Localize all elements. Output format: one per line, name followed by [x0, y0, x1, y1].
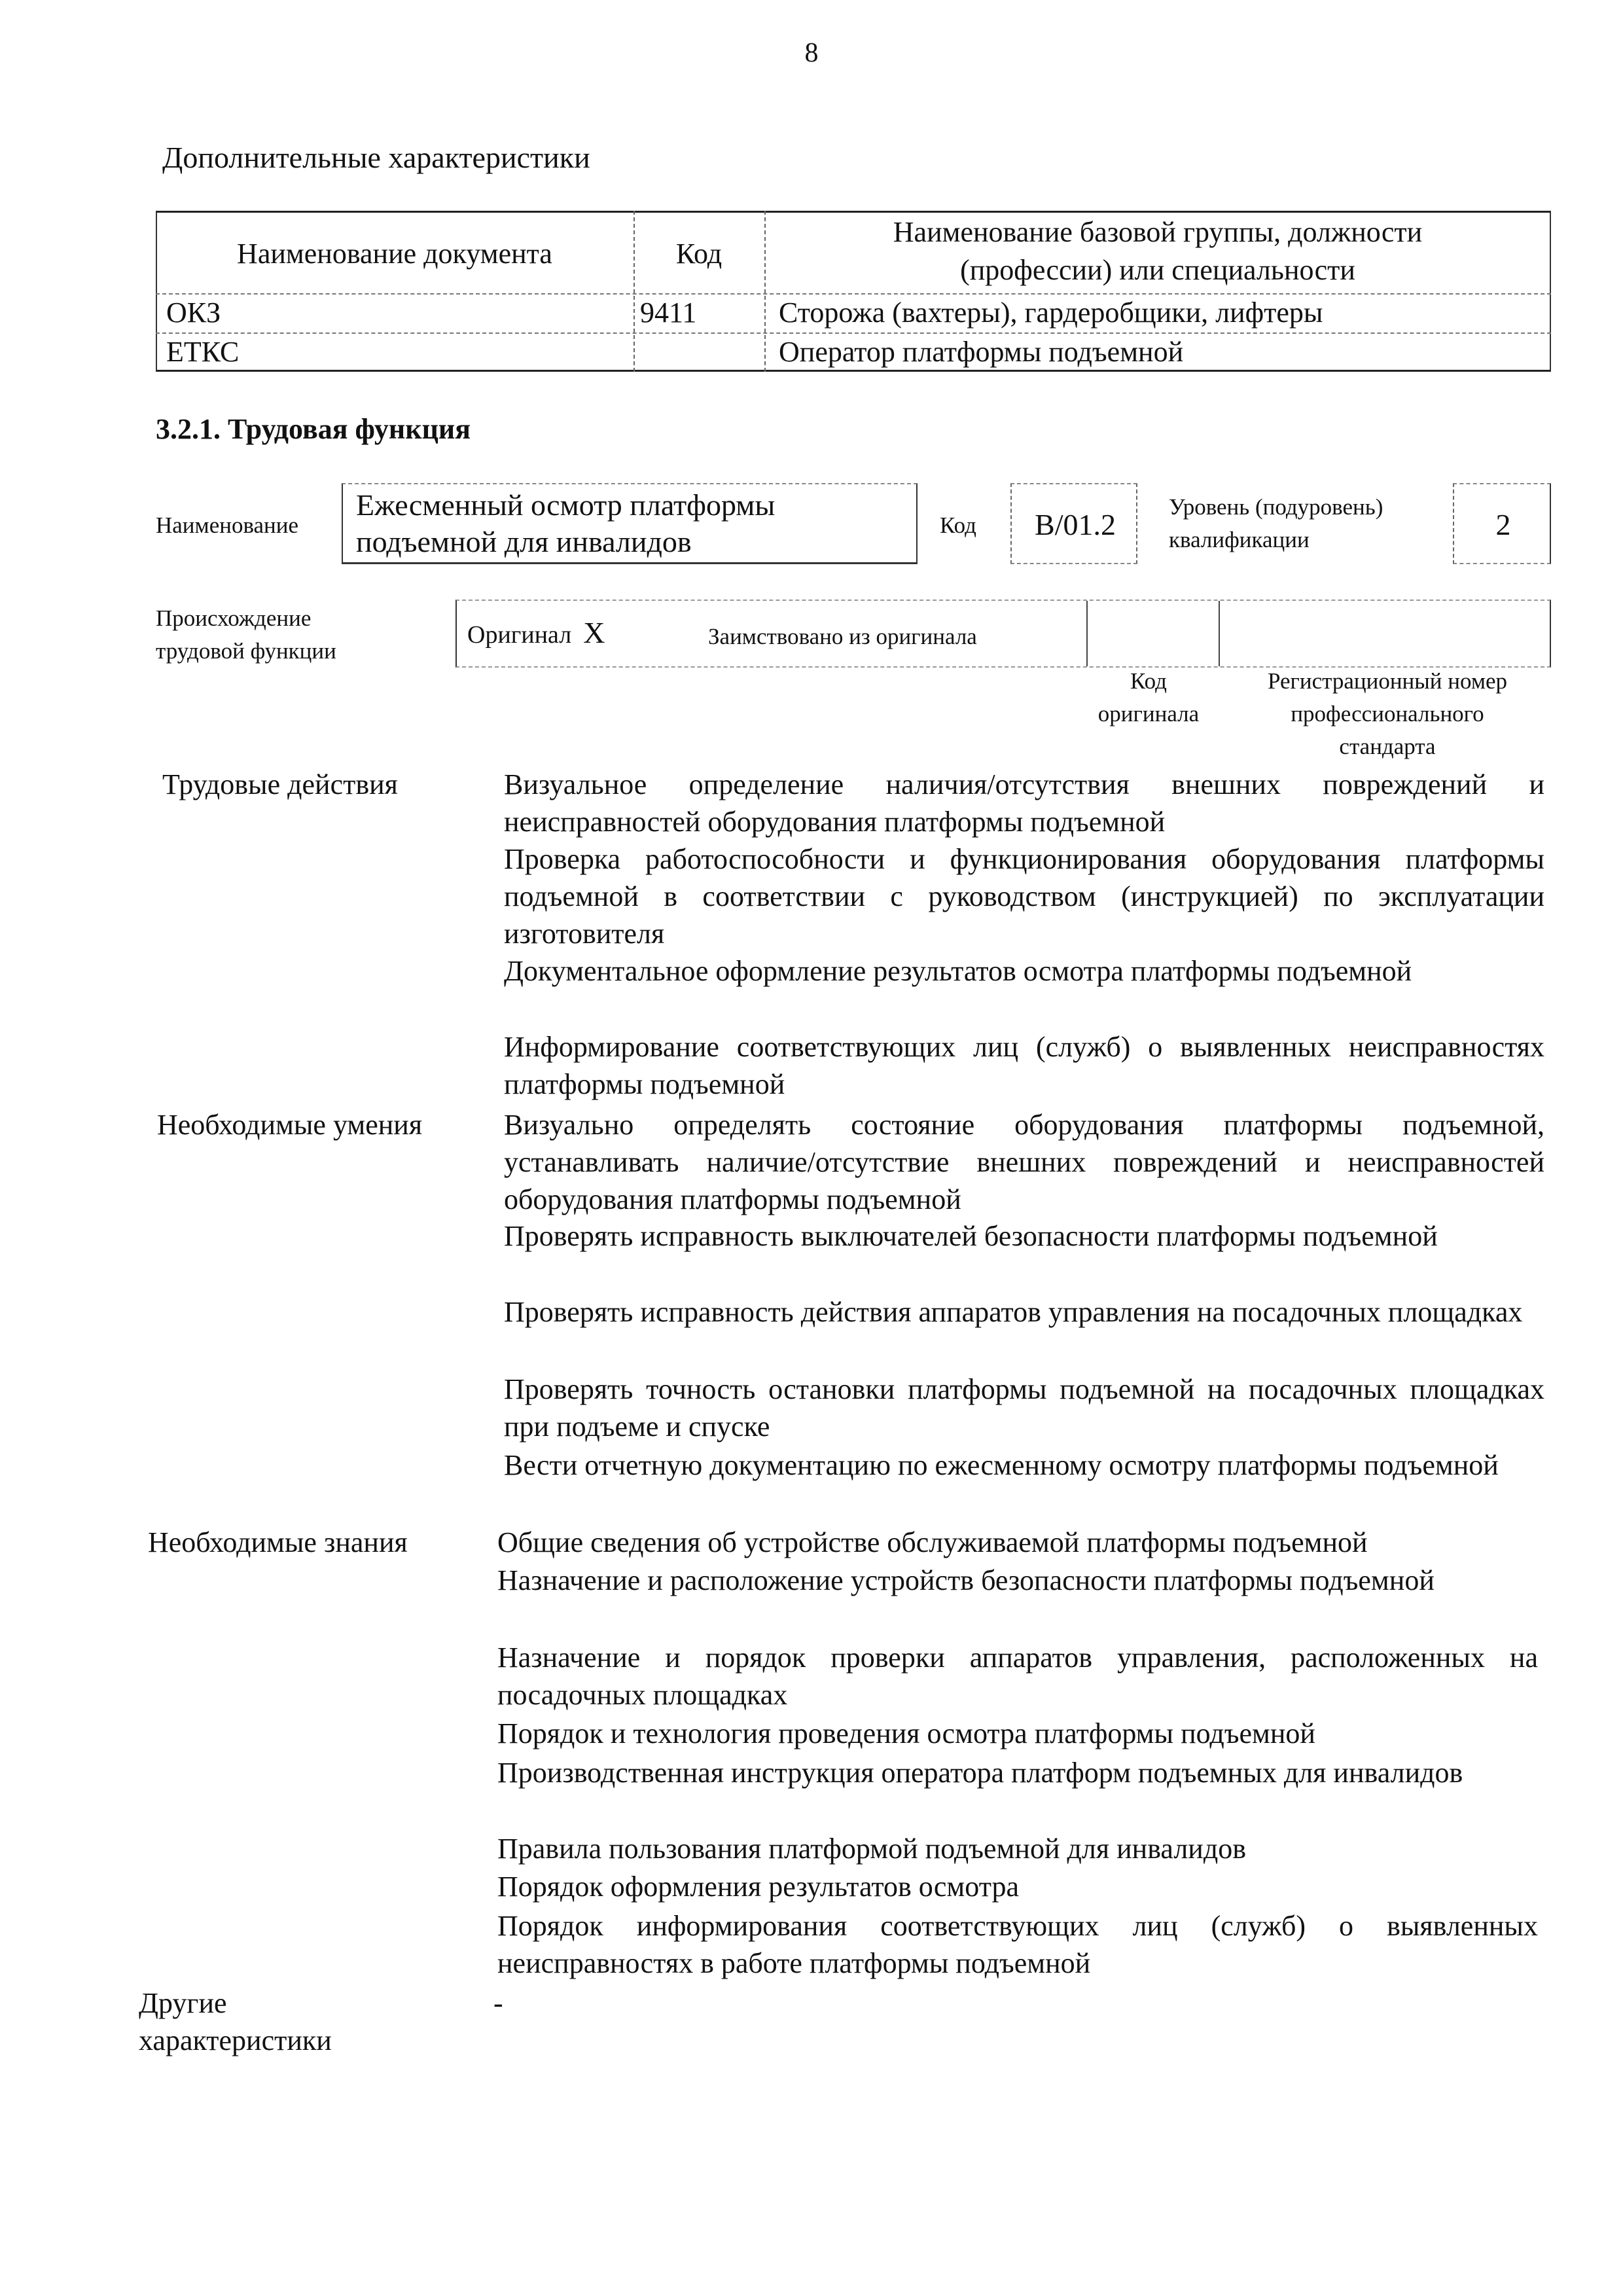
level-value: 2: [1495, 508, 1511, 541]
origin-code-caption-line1: Код: [1130, 668, 1167, 694]
knowledge-label: Необходимые знания: [148, 1526, 408, 1558]
skill-item: Проверять исправность выключателей безопасности платформы подъемной: [504, 1220, 1438, 1252]
row-name: Сторожа (вахтеры), гардеробщики, лифтеры: [779, 296, 1323, 329]
action-item: Проверка работоспособности и функционирования оборудования платформы подъемной в соответствии с руководством (инструкцией) по эксплуатации изготовителя: [504, 843, 1544, 950]
level-label-line1: Уровень (подуровень): [1169, 494, 1383, 520]
level-label: [1169, 491, 1383, 556]
row-code: 9411: [640, 296, 697, 329]
characteristics-table: [156, 211, 1551, 372]
origin-code-divider: [1086, 601, 1088, 666]
skills-label: Необходимые умения: [157, 1109, 423, 1141]
other-label-line1: Другие: [139, 1987, 227, 2019]
reg-number-caption: [1230, 665, 1544, 763]
action-item: Визуальное определение наличия/отсутствия внешних повреждений и неисправностей оборудования платформы подъемной: [504, 768, 1544, 838]
code-label: Код: [940, 512, 976, 538]
original-mark: X: [583, 616, 605, 649]
name-value-line2: подъемной для инвалидов: [356, 525, 692, 558]
level-box: [1453, 483, 1551, 564]
other-value: -: [493, 1987, 503, 2019]
name-label: Наименование: [156, 512, 299, 538]
row-document: ОКЗ: [166, 296, 221, 329]
table-row: [156, 293, 1551, 332]
reg-number-caption-line1: Регистрационный номер: [1267, 668, 1508, 694]
reg-number-divider: [1219, 601, 1220, 666]
other-label-line2: характеристики: [139, 2024, 332, 2056]
origin-box: [455, 600, 1551, 668]
original-label: Оригинал: [467, 621, 572, 649]
code-box: [1010, 483, 1137, 564]
knowledge-item: Общие сведения об устройстве обслуживаемой платформы подъемной: [497, 1526, 1368, 1558]
function-heading: 3.2.1. Трудовая функция: [156, 413, 471, 445]
skill-item: Проверять исправность действия аппаратов управления на посадочных площадках: [504, 1296, 1523, 1328]
knowledge-item: Порядок и технология проведения осмотра платформы подъемной: [497, 1717, 1315, 1749]
actions-label: Трудовые действия: [162, 768, 398, 800]
row-document: ЕТКС: [166, 336, 240, 368]
col-header-name: [764, 213, 1551, 289]
skill-item: Проверять точность остановки платформы подъемной на посадочных площадках при подъеме и спуске: [504, 1373, 1544, 1443]
knowledge-item: Назначение и порядок проверки аппаратов управления, расположенных на посадочных площадках: [497, 1641, 1538, 1711]
action-item: Информирование соответствующих лиц (служб) о выявленных неисправностях платформы подъемной: [504, 1031, 1544, 1100]
knowledge-item: Порядок информирования соответствующих лиц (служб) о выявленных неисправностях в работе платформы подъемной: [497, 1910, 1538, 1979]
row-name: Оператор платформы подъемной: [779, 336, 1184, 368]
name-value-line1: Ежесменный осмотр платформы: [356, 488, 776, 522]
col-header-code: Код: [675, 238, 722, 270]
name-box: [342, 483, 918, 564]
level-label-line2: квалификации: [1169, 527, 1310, 552]
reg-number-caption-line2: профессионального: [1291, 701, 1484, 726]
origin-code-caption-line2: оригинала: [1097, 701, 1200, 726]
origin-label-line1: Происхождение: [156, 605, 312, 631]
reg-number-caption-line3: стандарта: [1339, 734, 1436, 759]
col-header-name-line2: (профессии) или специальности: [960, 254, 1355, 286]
knowledge-item: Правила пользования платформой подъемной для инвалидов: [497, 1833, 1246, 1865]
col-header-name-line1: Наименование базовой группы, должности: [893, 216, 1423, 248]
knowledge-item: Назначение и расположение устройств безопасности платформы подъемной: [497, 1564, 1435, 1596]
other-label: [139, 1984, 332, 2059]
origin-label-line2: трудовой функции: [156, 638, 336, 664]
original-option: [467, 615, 605, 652]
origin-label: [156, 602, 336, 668]
col-header-document: Наименование документа: [237, 238, 552, 270]
extra-heading: Дополнительные характеристики: [162, 141, 590, 174]
code-value: B/01.2: [1035, 508, 1116, 541]
origin-code-caption: [1080, 665, 1217, 730]
action-item: Документальное оформление результатов осмотра платформы подъемной: [504, 955, 1412, 987]
knowledge-item: Порядок оформления результатов осмотра: [497, 1871, 1019, 1903]
table-row: [156, 332, 1551, 372]
skill-item: Вести отчетную документацию по ежесменному осмотру платформы подъемной: [504, 1449, 1499, 1481]
knowledge-item: Производственная инструкция оператора платформ подъемных для инвалидов: [497, 1757, 1463, 1789]
skill-item: Визуально определять состояние оборудования платформы подъемной, устанавливать наличие/отсутствие внешних повреждений и неисправностей оборудования платформы подъемной: [504, 1109, 1544, 1215]
page-number: 8: [804, 38, 819, 68]
borrowed-label: Заимствовано из оригинала: [708, 624, 977, 649]
